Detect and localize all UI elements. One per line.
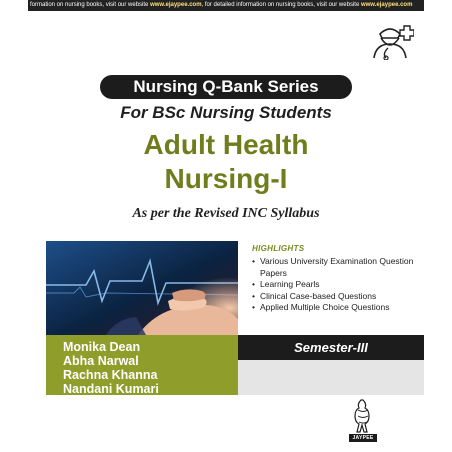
banner-site[interactable]: www.ejaypee.com [150,2,202,8]
jaypee-horse-logo-icon [349,398,377,434]
publisher-name: JAYPEE [349,434,377,442]
highlight-item: • Various University Examination Question Papers [252,256,422,279]
website-banner [28,0,424,11]
authors-panel [46,335,238,395]
banner-site-2[interactable]: www.ejaypee.com [360,2,413,8]
gray-panel [238,360,424,395]
audience-line: For BSc Nursing Students [120,103,332,122]
cpr-illustration [46,241,238,335]
author-name: Rachna Khanna [63,368,158,382]
author-name: Monika Dean [63,340,141,354]
highlights-panel [238,241,424,335]
nurse-logo-icon [366,20,414,60]
highlight-item: • Learning Pearls [252,279,422,291]
syllabus-line: As per the Revised INC Syllabus [132,206,320,221]
highlight-item: • Applied Multiple Choice Questions [252,302,422,314]
series-badge: Nursing Q-Bank Series [100,75,352,99]
publisher-logo [349,398,377,442]
banner-text: formation on nursing books, visit our website [30,2,151,8]
book-title-line2: Nursing-I [164,163,288,194]
cover-photo [46,241,238,335]
semester-label: Semester-III [238,335,424,360]
author-name: Abha Narwal [63,354,139,368]
book-cover [28,0,424,452]
highlights-heading: HIGHLIGHTS [252,244,305,253]
author-name: Nandani Kumari [63,382,159,396]
highlight-item: • Clinical Case-based Questions [252,291,422,303]
highlights-list [252,256,422,314]
book-title-line1: Adult Health [143,129,309,160]
banner-text-2: , for detailed information on nursing books, visit our website [201,2,361,8]
